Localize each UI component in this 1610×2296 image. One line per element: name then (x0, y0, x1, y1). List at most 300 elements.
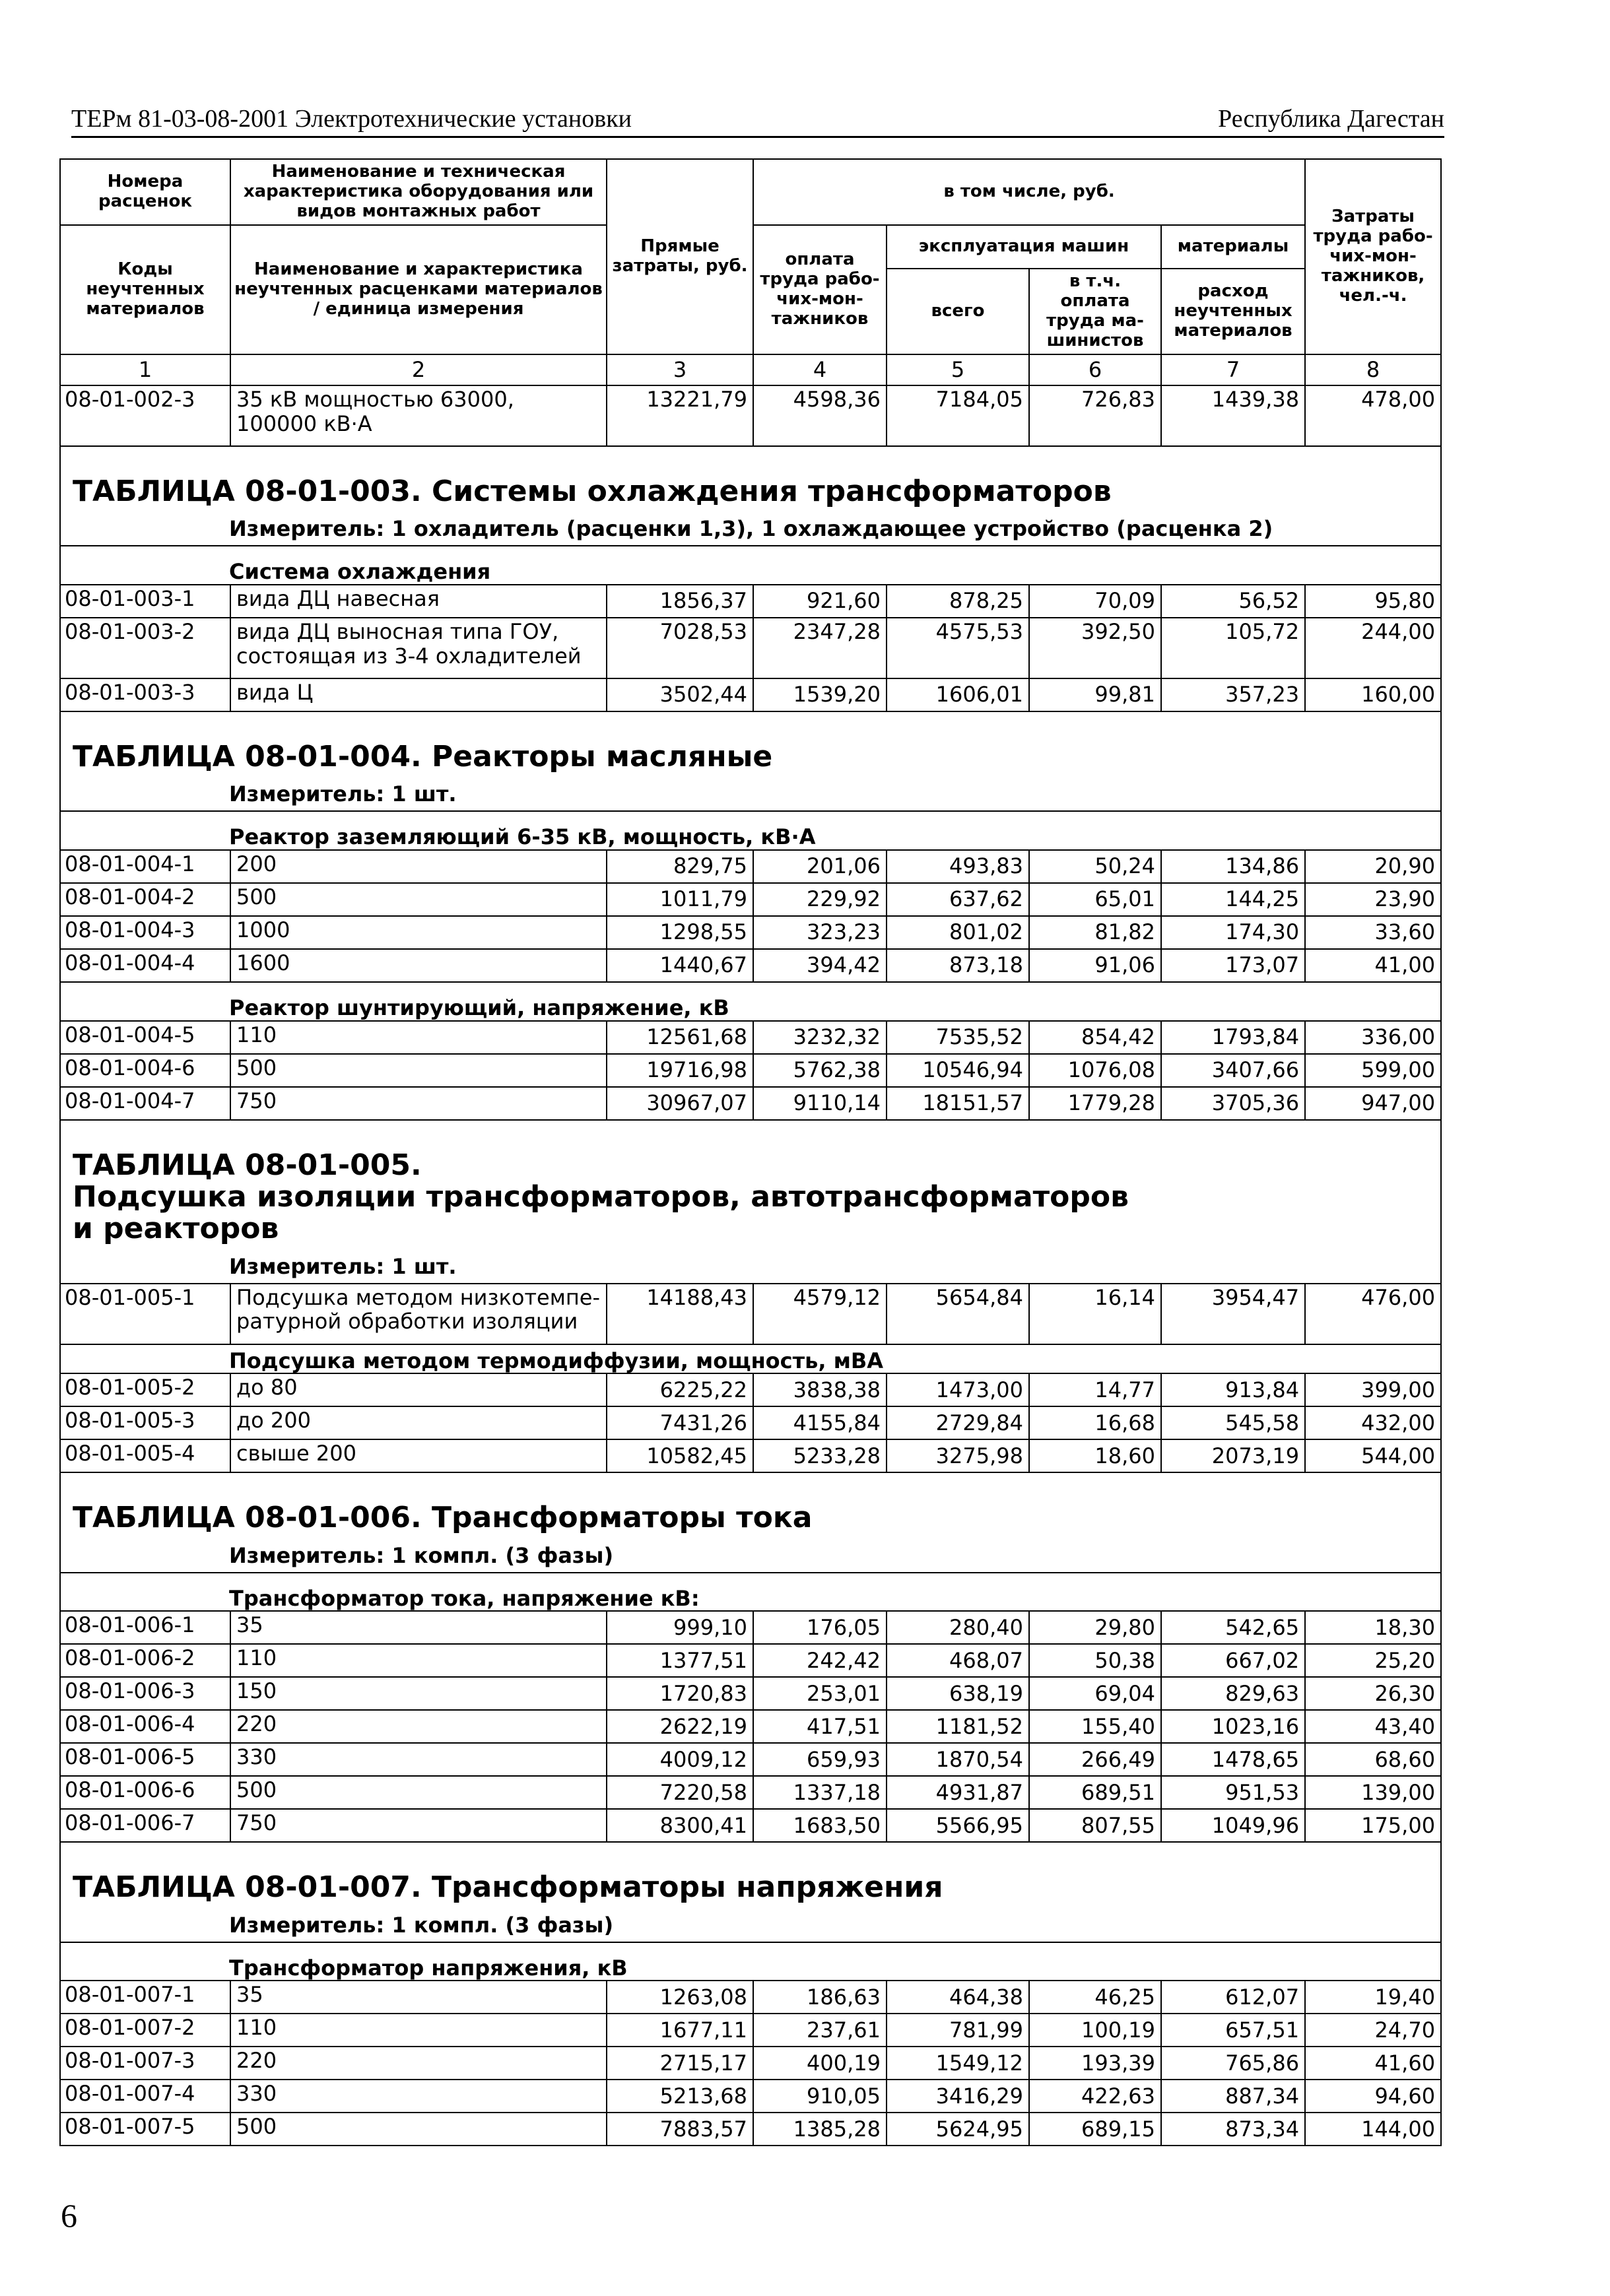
row-code: 08-01-002-3 (60, 385, 230, 446)
row-labor: 2347,28 (753, 618, 887, 678)
table-row (60, 1439, 1441, 1472)
row-materials: 545,58 (1161, 1406, 1305, 1439)
row-direct: 2715,17 (607, 2047, 753, 2080)
row-mach-labor: 69,04 (1029, 1677, 1161, 1710)
row-mach-total: 1606,01 (887, 678, 1029, 711)
row-mach-total: 878,25 (887, 585, 1029, 618)
section-measure (60, 778, 1441, 811)
row-labor: 1683,50 (753, 1809, 887, 1842)
row-mach-labor: 193,39 (1029, 2047, 1161, 2080)
row-mach-total: 1181,52 (887, 1710, 1029, 1743)
price-table (59, 158, 1442, 2146)
row-code: 08-01-007-1 (60, 1981, 230, 2014)
row-materials: 542,65 (1161, 1611, 1305, 1644)
row-materials: 612,07 (1161, 1981, 1305, 2014)
row-materials: 144,25 (1161, 883, 1305, 916)
row-name: до 200 (230, 1406, 607, 1439)
col-number: 6 (1029, 354, 1161, 385)
section-measure (60, 513, 1441, 546)
table-row (60, 1373, 1441, 1406)
col-unaccounted-materials: расход неучтенных материалов (1161, 269, 1305, 354)
row-labor: 400,19 (753, 2047, 887, 2080)
row-direct: 30967,07 (607, 1087, 753, 1120)
row-labor: 186,63 (753, 1981, 887, 2014)
row-labor: 176,05 (753, 1611, 887, 1644)
row-name: 220 (230, 2047, 607, 2080)
row-mach-labor: 726,83 (1029, 385, 1161, 446)
row-hours: 432,00 (1305, 1406, 1441, 1439)
row-name: свыше 200 (230, 1439, 607, 1472)
row-mach-labor: 65,01 (1029, 883, 1161, 916)
section-heading: Трансформаторы тока (432, 1501, 813, 1535)
row-hours: 175,00 (1305, 1809, 1441, 1842)
measure-text: Измеритель: 1 компл. (3 фазы) (60, 1909, 1441, 1942)
row-code: 08-01-005-3 (60, 1406, 230, 1439)
row-code: 08-01-005-1 (60, 1284, 230, 1344)
row-mach-total: 4931,87 (887, 1776, 1029, 1809)
row-hours: 19,40 (1305, 1981, 1441, 2014)
subtitle-text: Трансформатор напряжения, кВ (60, 1942, 1441, 1981)
section-measure (60, 1909, 1441, 1942)
row-code: 08-01-006-5 (60, 1743, 230, 1776)
subtitle-text: Подсушка методом термодиффузии, мощность, мВА (60, 1344, 1441, 1374)
row-mach-labor: 81,82 (1029, 916, 1161, 949)
row-code: 08-01-006-3 (60, 1677, 230, 1710)
row-hours: 43,40 (1305, 1710, 1441, 1743)
row-name: 150 (230, 1677, 607, 1710)
row-mach-total: 468,07 (887, 1644, 1029, 1677)
row-mach-total: 4575,53 (887, 618, 1029, 678)
row-mach-labor: 99,81 (1029, 678, 1161, 711)
row-labor: 3838,38 (753, 1373, 887, 1406)
row-mach-labor: 50,24 (1029, 850, 1161, 883)
row-name: 330 (230, 1743, 607, 1776)
row-hours: 23,90 (1305, 883, 1441, 916)
col-labor: оплата труда рабо-чих-мон-тажников (753, 225, 887, 354)
row-direct: 1011,79 (607, 883, 753, 916)
row-materials: 913,84 (1161, 1373, 1305, 1406)
row-name: 35 (230, 1981, 607, 2014)
col-number: 5 (887, 354, 1029, 385)
document-title: ТЕРм 81-03-08-2001 Электротехнические установки (71, 105, 632, 133)
row-materials: 1023,16 (1161, 1710, 1305, 1743)
row-direct: 1720,83 (607, 1677, 753, 1710)
section-caption: ТАБЛИЦА 08-01-004. (73, 739, 422, 773)
row-mach-labor: 14,77 (1029, 1373, 1161, 1406)
col-machinist-labor: в т.ч. оплата труда ма-шинистов (1029, 269, 1161, 354)
row-hours: 160,00 (1305, 678, 1441, 711)
row-direct: 1377,51 (607, 1644, 753, 1677)
table-row (60, 1054, 1441, 1087)
subtitle-text: Реактор шунтирующий, напряжение, кВ (60, 982, 1441, 1021)
row-mach-labor: 50,38 (1029, 1644, 1161, 1677)
row-code: 08-01-004-2 (60, 883, 230, 916)
row-mach-labor: 1076,08 (1029, 1054, 1161, 1087)
row-mach-labor: 689,15 (1029, 2113, 1161, 2146)
row-materials: 829,63 (1161, 1677, 1305, 1710)
row-hours: 244,00 (1305, 618, 1441, 678)
measure-text: Измеритель: 1 компл. (3 фазы) (60, 1540, 1441, 1573)
col-number: 8 (1305, 354, 1441, 385)
col-codes-bottom: Коды неучтенных материалов (60, 225, 230, 354)
section-heading: Трансформаторы напряжения (432, 1870, 943, 1905)
table-row (60, 618, 1441, 678)
row-code: 08-01-004-6 (60, 1054, 230, 1087)
row-labor: 4579,12 (753, 1284, 887, 1344)
row-code: 08-01-006-2 (60, 1644, 230, 1677)
row-hours: 478,00 (1305, 385, 1441, 446)
row-hours: 25,20 (1305, 1644, 1441, 1677)
row-hours: 26,30 (1305, 1677, 1441, 1710)
section-caption: ТАБЛИЦА 08-01-003. (73, 474, 422, 508)
row-mach-labor: 100,19 (1029, 2014, 1161, 2047)
col-materials: материалы (1161, 225, 1305, 269)
row-mach-total: 1870,54 (887, 1743, 1029, 1776)
measure-text: Измеритель: 1 шт. (60, 1251, 1441, 1284)
row-mach-labor: 266,49 (1029, 1743, 1161, 1776)
section-caption: ТАБЛИЦА 08-01-006. (73, 1501, 422, 1535)
row-code: 08-01-003-2 (60, 618, 230, 678)
row-mach-labor: 18,60 (1029, 1439, 1161, 1472)
section-subtitle (60, 546, 1441, 585)
row-name: 1600 (230, 949, 607, 982)
table-row (60, 1021, 1441, 1054)
row-code: 08-01-004-7 (60, 1087, 230, 1120)
row-mach-labor: 91,06 (1029, 949, 1161, 982)
row-materials: 887,34 (1161, 2080, 1305, 2113)
row-mach-labor: 392,50 (1029, 618, 1161, 678)
row-name: 1000 (230, 916, 607, 949)
row-code: 08-01-003-1 (60, 585, 230, 618)
row-mach-total: 1473,00 (887, 1373, 1029, 1406)
row-mach-total: 5624,95 (887, 2113, 1029, 2146)
row-labor: 3232,32 (753, 1021, 887, 1054)
section-heading: Реакторы масляные (432, 739, 773, 773)
table-row (60, 2080, 1441, 2113)
row-direct: 8300,41 (607, 1809, 753, 1842)
section-caption: ТАБЛИЦА 08-01-007. (73, 1870, 422, 1905)
row-hours: 336,00 (1305, 1021, 1441, 1054)
section-measure (60, 1540, 1441, 1573)
row-code: 08-01-004-1 (60, 850, 230, 883)
section-title (60, 446, 1441, 513)
table-row (60, 1743, 1441, 1776)
row-labor: 5233,28 (753, 1439, 887, 1472)
row-code: 08-01-004-3 (60, 916, 230, 949)
row-direct: 829,75 (607, 850, 753, 883)
col-group-including: в том числе, руб. (753, 159, 1305, 225)
row-direct: 1440,67 (607, 949, 753, 982)
page-number: 6 (61, 2197, 77, 2234)
section-title (60, 1472, 1441, 1539)
row-mach-labor: 155,40 (1029, 1710, 1161, 1743)
row-mach-labor: 807,55 (1029, 1809, 1161, 1842)
row-hours: 41,00 (1305, 949, 1441, 982)
row-materials: 951,53 (1161, 1776, 1305, 1809)
row-hours: 33,60 (1305, 916, 1441, 949)
row-name: 330 (230, 2080, 607, 2113)
row-mach-total: 781,99 (887, 2014, 1029, 2047)
row-direct: 5213,68 (607, 2080, 753, 2113)
table-row (60, 1644, 1441, 1677)
row-materials: 657,51 (1161, 2014, 1305, 2047)
col-name-top: Наименование и техническая характеристика оборудования или видов монтажных работ (230, 159, 607, 225)
row-labor: 921,60 (753, 585, 887, 618)
row-direct: 1298,55 (607, 916, 753, 949)
row-materials: 765,86 (1161, 2047, 1305, 2080)
row-mach-labor: 46,25 (1029, 1981, 1161, 2014)
row-labor: 229,92 (753, 883, 887, 916)
table-row (60, 1981, 1441, 2014)
row-name: 500 (230, 2113, 607, 2146)
row-name: 110 (230, 1021, 607, 1054)
row-hours: 18,30 (1305, 1611, 1441, 1644)
table-row (60, 1087, 1441, 1120)
column-numbers-row (60, 354, 1441, 385)
section-subtitle (60, 1573, 1441, 1612)
table-header (60, 159, 1441, 385)
row-name: 220 (230, 1710, 607, 1743)
col-number: 7 (1161, 354, 1305, 385)
row-direct: 10582,45 (607, 1439, 753, 1472)
row-mach-labor: 422,63 (1029, 2080, 1161, 2113)
page-header (71, 104, 1444, 138)
row-mach-labor: 29,80 (1029, 1611, 1161, 1644)
row-labor: 253,01 (753, 1677, 887, 1710)
table-row (60, 385, 1441, 446)
row-mach-total: 5566,95 (887, 1809, 1029, 1842)
table-row (60, 850, 1441, 883)
section-measure (60, 1251, 1441, 1284)
col-machines: эксплуатация машин (887, 225, 1161, 269)
row-labor: 9110,14 (753, 1087, 887, 1120)
row-hours: 68,60 (1305, 1743, 1441, 1776)
row-code: 08-01-006-6 (60, 1776, 230, 1809)
row-mach-total: 3275,98 (887, 1439, 1029, 1472)
section-subtitle (60, 1344, 1441, 1374)
row-mach-total: 7535,52 (887, 1021, 1029, 1054)
row-direct: 3502,44 (607, 678, 753, 711)
measure-text: Измеритель: 1 охладитель (расценки 1,3), 1 охлаждающее устройство (расценка 2) (60, 513, 1441, 546)
row-name: вида ДЦ навесная (230, 585, 607, 618)
table-row (60, 916, 1441, 949)
row-materials: 873,34 (1161, 2113, 1305, 2146)
row-mach-total: 18151,57 (887, 1087, 1029, 1120)
row-mach-labor: 854,42 (1029, 1021, 1161, 1054)
row-hours: 24,70 (1305, 2014, 1441, 2047)
row-code: 08-01-007-5 (60, 2113, 230, 2146)
row-hours: 399,00 (1305, 1373, 1441, 1406)
row-name: 500 (230, 1776, 607, 1809)
subtitle-text: Трансформатор тока, напряжение кВ: (60, 1573, 1441, 1612)
row-name: 35 кВ мощностью 63000, 100000 кВ·А (230, 385, 607, 446)
col-machines-total: всего (887, 269, 1029, 354)
row-mach-labor: 689,51 (1029, 1776, 1161, 1809)
col-number: 1 (60, 354, 230, 385)
row-mach-total: 801,02 (887, 916, 1029, 949)
row-direct: 1263,08 (607, 1981, 753, 2014)
row-code: 08-01-004-5 (60, 1021, 230, 1054)
row-materials: 1793,84 (1161, 1021, 1305, 1054)
section-title (60, 1842, 1441, 1909)
row-mach-total: 638,19 (887, 1677, 1029, 1710)
row-materials: 3705,36 (1161, 1087, 1305, 1120)
row-name: до 80 (230, 1373, 607, 1406)
row-mach-labor: 1779,28 (1029, 1087, 1161, 1120)
row-direct: 7028,53 (607, 618, 753, 678)
row-direct: 7883,57 (607, 2113, 753, 2146)
region-name: Республика Дагестан (1218, 105, 1444, 133)
row-direct: 2622,19 (607, 1710, 753, 1743)
row-mach-labor: 70,09 (1029, 585, 1161, 618)
table-row (60, 678, 1441, 711)
row-name: 750 (230, 1809, 607, 1842)
row-direct: 1677,11 (607, 2014, 753, 2047)
col-codes-top: Номера расценок (60, 159, 230, 225)
table-row (60, 585, 1441, 618)
row-labor: 1539,20 (753, 678, 887, 711)
row-materials: 667,02 (1161, 1644, 1305, 1677)
table-row (60, 2047, 1441, 2080)
row-name: вида ДЦ выносная типа ГОУ, состоящая из 3-4 охладителей (230, 618, 607, 678)
row-name: 500 (230, 883, 607, 916)
row-labor: 242,42 (753, 1644, 887, 1677)
row-labor: 659,93 (753, 1743, 887, 1776)
row-labor: 910,05 (753, 2080, 887, 2113)
row-labor: 201,06 (753, 850, 887, 883)
row-labor: 4155,84 (753, 1406, 887, 1439)
row-labor: 4598,36 (753, 385, 887, 446)
row-name: 200 (230, 850, 607, 883)
section-heading: Системы охлаждения трансформаторов (432, 474, 1112, 508)
row-mach-total: 2729,84 (887, 1406, 1029, 1439)
table-row (60, 1611, 1441, 1644)
table-row (60, 1406, 1441, 1439)
row-labor: 394,42 (753, 949, 887, 982)
col-name-bottom: Наименование и характеристика неучтенных расценками материалов / единица измерения (230, 225, 607, 354)
row-code: 08-01-006-7 (60, 1809, 230, 1842)
measure-text: Измеритель: 1 шт. (60, 778, 1441, 811)
row-name: вида Ц (230, 678, 607, 711)
row-hours: 144,00 (1305, 2113, 1441, 2146)
table-row (60, 1776, 1441, 1809)
row-code: 08-01-005-4 (60, 1439, 230, 1472)
table-row (60, 1284, 1441, 1344)
row-mach-total: 493,83 (887, 850, 1029, 883)
row-materials: 3407,66 (1161, 1054, 1305, 1087)
row-labor: 1385,28 (753, 2113, 887, 2146)
row-direct: 12561,68 (607, 1021, 753, 1054)
table-row (60, 2113, 1441, 2146)
row-direct: 1856,37 (607, 585, 753, 618)
section-title (60, 1120, 1441, 1251)
row-hours: 20,90 (1305, 850, 1441, 883)
row-direct: 7220,58 (607, 1776, 753, 1809)
row-materials: 56,52 (1161, 585, 1305, 618)
row-materials: 1478,65 (1161, 1743, 1305, 1776)
row-code: 08-01-003-3 (60, 678, 230, 711)
row-materials: 1439,38 (1161, 385, 1305, 446)
row-name: 35 (230, 1611, 607, 1644)
section-heading: Подсушка изоляции трансформаторов, автотрансформаторов и реакторов (73, 1179, 1129, 1246)
row-hours: 41,60 (1305, 2047, 1441, 2080)
row-hours: 94,60 (1305, 2080, 1441, 2113)
row-name: 110 (230, 1644, 607, 1677)
col-number: 4 (753, 354, 887, 385)
row-mach-total: 280,40 (887, 1611, 1029, 1644)
section-subtitle (60, 811, 1441, 850)
row-materials: 357,23 (1161, 678, 1305, 711)
row-mach-total: 7184,05 (887, 385, 1029, 446)
table-row (60, 1710, 1441, 1743)
table-row (60, 883, 1441, 916)
row-materials: 1049,96 (1161, 1809, 1305, 1842)
row-hours: 95,80 (1305, 585, 1441, 618)
row-labor: 5762,38 (753, 1054, 887, 1087)
table-row (60, 2014, 1441, 2047)
subtitle-text: Система охлаждения (60, 546, 1441, 585)
subtitle-text: Реактор заземляющий 6-35 кВ, мощность, кВ·А (60, 811, 1441, 850)
row-materials: 174,30 (1161, 916, 1305, 949)
row-materials: 2073,19 (1161, 1439, 1305, 1472)
row-materials: 173,07 (1161, 949, 1305, 982)
row-mach-total: 5654,84 (887, 1284, 1029, 1344)
row-direct: 14188,43 (607, 1284, 753, 1344)
row-direct: 13221,79 (607, 385, 753, 446)
section-subtitle (60, 1942, 1441, 1981)
section-caption: ТАБЛИЦА 08-01-005. (73, 1148, 422, 1182)
section-title (60, 711, 1441, 778)
col-direct: Прямые затраты, руб. (607, 159, 753, 354)
row-mach-labor: 16,14 (1029, 1284, 1161, 1344)
row-hours: 476,00 (1305, 1284, 1441, 1344)
row-code: 08-01-006-4 (60, 1710, 230, 1743)
row-direct: 19716,98 (607, 1054, 753, 1087)
col-number: 3 (607, 354, 753, 385)
row-mach-total: 464,38 (887, 1981, 1029, 2014)
row-code: 08-01-006-1 (60, 1611, 230, 1644)
row-materials: 105,72 (1161, 618, 1305, 678)
row-mach-total: 637,62 (887, 883, 1029, 916)
row-labor: 1337,18 (753, 1776, 887, 1809)
row-direct: 999,10 (607, 1611, 753, 1644)
row-name: 500 (230, 1054, 607, 1087)
row-mach-labor: 16,68 (1029, 1406, 1161, 1439)
row-mach-total: 1549,12 (887, 2047, 1029, 2080)
row-code: 08-01-007-2 (60, 2014, 230, 2047)
row-name: Подсушка методом низкотемпе-ратурной обработки изоляции (230, 1284, 607, 1344)
row-code: 08-01-005-2 (60, 1373, 230, 1406)
row-mach-total: 3416,29 (887, 2080, 1029, 2113)
row-direct: 4009,12 (607, 1743, 753, 1776)
row-materials: 134,86 (1161, 850, 1305, 883)
row-code: 08-01-004-4 (60, 949, 230, 982)
col-hours: Затраты труда рабо-чих-мон-тажников, чел.-ч. (1305, 159, 1441, 354)
table-row (60, 1677, 1441, 1710)
row-hours: 544,00 (1305, 1439, 1441, 1472)
section-subtitle (60, 982, 1441, 1021)
row-hours: 599,00 (1305, 1054, 1441, 1087)
row-name: 110 (230, 2014, 607, 2047)
row-code: 08-01-007-4 (60, 2080, 230, 2113)
row-labor: 323,23 (753, 916, 887, 949)
row-direct: 7431,26 (607, 1406, 753, 1439)
table-row (60, 949, 1441, 982)
table-row (60, 1809, 1441, 1842)
row-labor: 417,51 (753, 1710, 887, 1743)
row-hours: 947,00 (1305, 1087, 1441, 1120)
col-number: 2 (230, 354, 607, 385)
